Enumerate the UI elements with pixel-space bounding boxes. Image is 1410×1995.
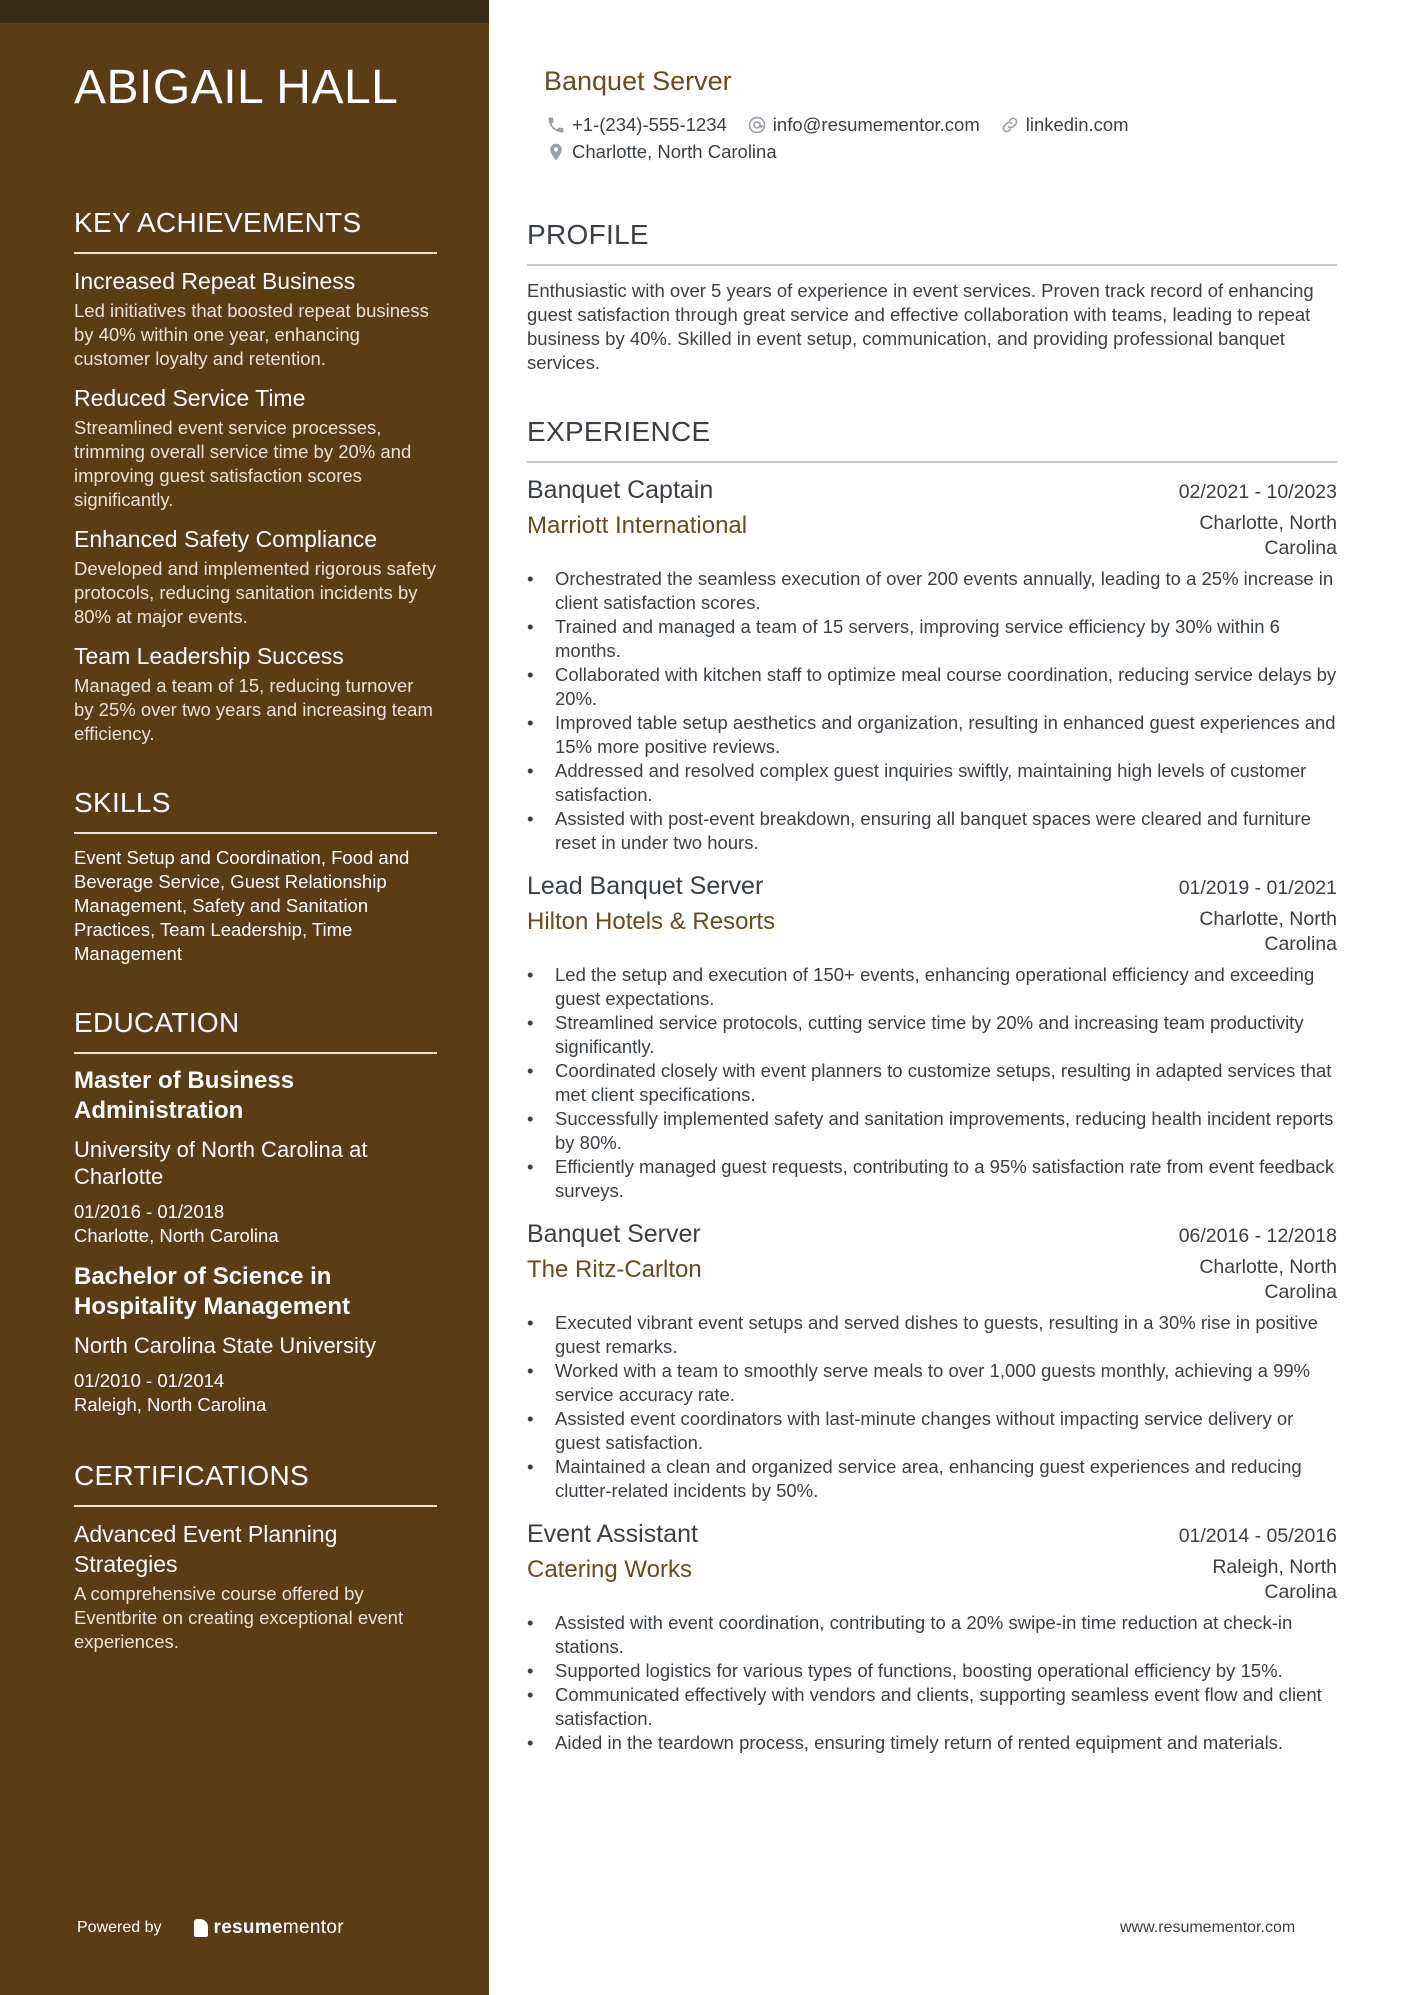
achievement-item xyxy=(74,524,437,629)
email-text: info@resumementor.com xyxy=(772,114,980,135)
phone-text: +1-(234)-555-1234 xyxy=(572,114,727,135)
job-bullet: • Collaborated with kitchen staff to optimize meal course coordination, reducing service delays by 20%. xyxy=(555,663,1337,711)
education-dates-location xyxy=(74,1200,437,1248)
job-location: Charlotte, North Carolina xyxy=(1199,1256,1337,1303)
sidebar xyxy=(0,0,489,1995)
job-subheader xyxy=(527,1255,1337,1305)
achievement-title: Enhanced Safety Compliance xyxy=(74,526,378,552)
education-dates: 01/2016 - 01/2018 xyxy=(74,1201,225,1222)
achievement-desc: Developed and implemented rigorous safety protocols, reducing sanitation incidents by 80% at major events. xyxy=(74,558,436,627)
achievement-title: Team Leadership Success xyxy=(74,643,344,669)
education-school: North Carolina State University xyxy=(74,1333,377,1358)
job-company: Marriott International xyxy=(527,512,748,539)
job-bullet: • Supported logistics for various types of functions, boosting operational efficiency by 15%. xyxy=(555,1659,1337,1683)
job-bullet: • Streamlined service protocols, cutting service time by 20% and increasing team productivity significantly. xyxy=(555,1011,1337,1059)
education-degree: Bachelor of Science in Hospitality Management xyxy=(74,1263,351,1320)
job-bullets xyxy=(527,963,1337,1203)
job-bullet: • Executed vibrant event setups and served dishes to guests, resulting in a 30% rise in positive guest remarks. xyxy=(555,1311,1337,1359)
education-section xyxy=(74,1006,437,1417)
sidebar-top-strip xyxy=(0,0,489,23)
job-bullet: • Addressed and resolved complex guest inquiries swiftly, maintaining high levels of customer satisfaction. xyxy=(555,759,1337,807)
job-header xyxy=(527,473,1337,507)
job-title: Banquet Server xyxy=(544,66,732,96)
education-location: Raleigh, North Carolina xyxy=(74,1394,267,1415)
skills-section xyxy=(74,786,437,966)
education-dates: 01/2010 - 01/2014 xyxy=(74,1370,225,1391)
job-bullet: • Trained and managed a team of 15 servers, improving service efficiency by 30% within 6 months. xyxy=(555,615,1337,663)
logo-text-bold: resume xyxy=(213,1917,283,1938)
link-icon xyxy=(1000,115,1020,135)
profile-summary: Enthusiastic with over 5 years of experience in event services. Proven track record of enhancing guest satisfaction through great service and effective collaboration with teams, leading to repeat business by 40%. Skilled in event setup, communication, and providing professional banquet services. xyxy=(527,280,1314,373)
sidebar-content xyxy=(74,58,437,1654)
job-location: Charlotte, North Carolina xyxy=(1199,512,1337,559)
job-bullet: • Communicated effectively with vendors and clients, supporting seamless event flow and client satisfaction. xyxy=(555,1683,1337,1731)
profile-heading: PROFILE xyxy=(527,218,1337,266)
job-role: Banquet Server xyxy=(527,1220,701,1248)
achievement-item xyxy=(74,266,437,371)
location-text: Charlotte, North Carolina xyxy=(572,141,777,162)
job-bullet: • Successfully implemented safety and sanitation improvements, reducing health incident reports by 80%. xyxy=(555,1107,1337,1155)
key-achievements-heading: KEY ACHIEVEMENTS xyxy=(74,206,437,254)
job-entry xyxy=(527,869,1337,1203)
job-dates: 01/2014 - 05/2016 xyxy=(1178,1525,1337,1547)
location-pin-icon xyxy=(546,142,566,162)
job-bullet: • Led the setup and execution of 150+ events, enhancing operational efficiency and exceeding guest expectations. xyxy=(555,963,1337,1011)
education-item xyxy=(74,1066,437,1248)
certification-desc: A comprehensive course offered by Eventbrite on creating exceptional event experiences. xyxy=(74,1583,404,1652)
achievement-title: Reduced Service Time xyxy=(74,385,306,411)
phone-icon xyxy=(546,115,566,135)
job-subheader xyxy=(527,511,1337,561)
job-bullet: • Aided in the teardown process, ensuring timely return of rented equipment and materials. xyxy=(555,1731,1337,1755)
job-role: Event Assistant xyxy=(527,1520,698,1548)
key-achievements-section xyxy=(74,206,437,746)
job-company: Catering Works xyxy=(527,1556,692,1583)
job-dates: 06/2016 - 12/2018 xyxy=(1178,1225,1337,1247)
job-entry xyxy=(527,473,1337,855)
contact-email[interactable] xyxy=(747,114,980,136)
job-bullet: • Orchestrated the seamless execution of over 200 events annually, leading to a 25% increase in client satisfaction scores. xyxy=(555,567,1337,615)
job-bullet: • Maintained a clean and organized service area, enhancing guest experiences and reducing clutter-related incidents by 50%. xyxy=(555,1455,1337,1503)
job-bullets xyxy=(527,1311,1337,1503)
education-heading: EDUCATION xyxy=(74,1006,437,1054)
candidate-name: ABIGAIL HALL xyxy=(74,61,399,114)
job-location: Raleigh, North Carolina xyxy=(1212,1556,1337,1603)
footer-url[interactable]: www.resumementor.com xyxy=(1120,1919,1296,1936)
job-header xyxy=(527,1217,1337,1251)
profile-section xyxy=(527,218,1337,375)
education-item xyxy=(74,1262,437,1417)
skills-list: Event Setup and Coordination, Food and Beverage Service, Guest Relationship Management, Safety and Sanitation Practices, Team Leadership, Time Management xyxy=(74,847,410,964)
contact-row xyxy=(546,112,1149,138)
certifications-heading: CERTIFICATIONS xyxy=(74,1459,437,1507)
job-entry xyxy=(527,1217,1337,1503)
job-bullet: • Assisted with event coordination, contributing to a 20% swipe-in time reduction at check-in stations. xyxy=(555,1611,1337,1659)
education-dates-location xyxy=(74,1369,437,1417)
logo-text-thin: mentor xyxy=(282,1917,344,1938)
education-location: Charlotte, North Carolina xyxy=(74,1225,279,1246)
job-bullet: • Improved table setup aesthetics and organization, resulting in enhanced guest experiences and 15% more positive reviews. xyxy=(555,711,1337,759)
contact-row xyxy=(546,139,1149,165)
job-bullet: • Coordinated closely with event planners to customize setups, resulting in adapted services that met client specifications. xyxy=(555,1059,1337,1107)
experience-section xyxy=(527,415,1337,1755)
linkedin-text: linkedin.com xyxy=(1025,114,1129,135)
certification-item xyxy=(74,1519,437,1654)
achievement-item xyxy=(74,383,437,512)
job-bullet: • Assisted event coordinators with last-minute changes without impacting service delivery or guest satisfaction. xyxy=(555,1407,1337,1455)
achievement-desc: Led initiatives that boosted repeat business by 40% within one year, enhancing customer loyalty and retention. xyxy=(74,300,429,369)
powered-by xyxy=(77,1917,344,1939)
certifications-section xyxy=(74,1459,437,1654)
job-bullet: • Efficiently managed guest requests, contributing to a 95% satisfaction rate from event feedback surveys. xyxy=(555,1155,1337,1203)
job-company: The Ritz-Carlton xyxy=(527,1256,702,1283)
job-dates: 01/2019 - 01/2021 xyxy=(1178,877,1337,899)
achievement-item xyxy=(74,641,437,746)
job-role: Banquet Captain xyxy=(527,476,714,504)
education-school: University of North Carolina at Charlotte xyxy=(74,1137,368,1189)
job-role: Lead Banquet Server xyxy=(527,872,764,900)
job-bullets xyxy=(527,567,1337,855)
contact-phone[interactable] xyxy=(546,114,727,136)
experience-heading: EXPERIENCE xyxy=(527,415,1337,463)
contact-linkedin[interactable] xyxy=(1000,114,1129,136)
job-bullets xyxy=(527,1611,1337,1755)
achievement-desc: Managed a team of 15, reducing turnover by 25% over two years and increasing team efficiency. xyxy=(74,675,433,744)
resumementor-logo xyxy=(194,1917,344,1939)
job-dates: 02/2021 - 10/2023 xyxy=(1178,481,1337,503)
job-location: Charlotte, North Carolina xyxy=(1199,908,1337,955)
job-bullet: • Worked with a team to smoothly serve meals to over 1,000 guests monthly, achieving a 99% service accuracy rate. xyxy=(555,1359,1337,1407)
at-icon xyxy=(747,115,767,135)
contact-info xyxy=(546,112,1149,166)
job-header xyxy=(527,1517,1337,1551)
achievement-desc: Streamlined event service processes, trimming overall service time by 20% and improving guest satisfaction scores significantly. xyxy=(74,417,412,510)
job-bullet: • Assisted with post-event breakdown, ensuring all banquet spaces were cleared and furniture reset in under two hours. xyxy=(555,807,1337,855)
contact-location xyxy=(546,141,777,163)
skills-heading: SKILLS xyxy=(74,786,437,834)
powered-by-label: Powered by xyxy=(77,1919,162,1936)
job-subheader xyxy=(527,1555,1337,1605)
job-header xyxy=(527,869,1337,903)
achievement-title: Increased Repeat Business xyxy=(74,268,356,294)
resumementor-logo-icon xyxy=(194,1919,208,1937)
job-subheader xyxy=(527,907,1337,957)
job-company: Hilton Hotels & Resorts xyxy=(527,908,776,935)
job-entry xyxy=(527,1517,1337,1755)
education-degree: Master of Business Administration xyxy=(74,1067,295,1124)
certification-title: Advanced Event Planning Strategies xyxy=(74,1521,338,1577)
